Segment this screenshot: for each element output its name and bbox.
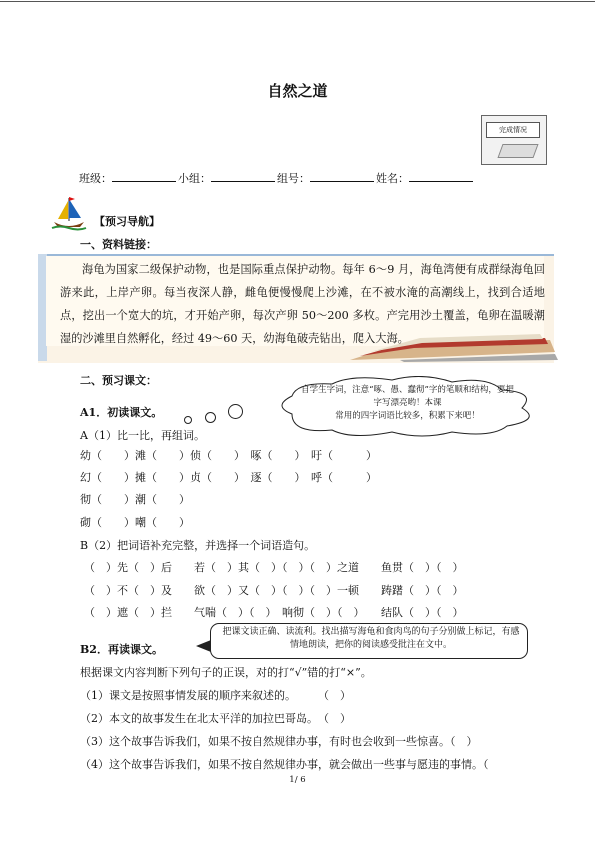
class-info-row [79,170,475,186]
fill-instruction: B（2）把词语补充完整，并选择一个词语造句。 [80,539,316,552]
thought-bubble-small [184,416,192,424]
class-label: 班级： [79,172,112,185]
stamp-label: 完成情况 [486,122,540,138]
fill-row: （ ）先（ ）后 若（ ）其（ ）（ ）（ ）之道 鱼贯（ ）（ ） [84,561,464,574]
page-number: 1/ 6 [289,775,306,785]
cloud-text [300,384,515,424]
compare-row: 幻（ ）摊（ ）贞（ ） 逐（ ） 呼（ ） [80,471,377,484]
group-blank[interactable] [211,170,275,182]
section1-heading: 一、资料链接： [80,238,157,251]
thought-bubble-large [228,404,243,419]
compare-instruction: A（1）比一比，再组词。 [80,429,205,442]
stamp-fold-icon [497,144,538,158]
group-no-blank[interactable] [310,170,374,182]
compare-row: 幼（ ）滩（ ）侦（ ） 啄（ ） 吁（ ） [80,449,377,462]
section2-heading: 二、预习课文： [80,374,157,387]
fill-row: （ ）不（ ）及 欲（ ）又（ ）（ ）（ ）一顿 踌躇（ ）（ ） [84,584,464,597]
name-blank[interactable] [409,170,473,182]
judge-item: （4）这个故事告诉我们，如果不按自然规律办事，就会做出一些事与愿违的事情。（ [80,758,489,771]
sailboat-icon [50,194,88,232]
reading-tip-text: 把课文读正确、读流利。找出描写海龟和食肉鸟的句子分别做上标记，有感情地朗读，把你的阅读感受批注在文中。 [222,627,520,650]
cloud-text-main: 自学生字词，注意“啄、愚、蠢彻”字的笔顺和结构，要把字写漂亮哟！本课 [301,385,514,408]
judge-item: （2）本文的故事发生在北太平洋的加拉巴哥岛。 （ ） [80,712,351,725]
page-title: 自然之道 [267,82,328,100]
name-label: 姓名： [376,172,409,185]
judge-item: （3）这个故事告诉我们，如果不按自然规律办事，有时也会收到一些惊喜。（ ） [80,735,478,748]
a1-heading: A1．初读课文。 [80,406,163,419]
fill-row: （ ）遮（ ）拦 气喘（ ）（ ） 响彻（ ）（ ） 结队（ ）（ ） [84,606,464,619]
class-blank[interactable] [112,170,176,182]
group-no-label: 组号： [277,172,310,185]
judge-instruction: 根据课文内容判断下列句子的正误，对的打“√”错的打“×”。 [80,666,372,679]
top-rule [0,1,595,2]
info-text: 海龟为国家二级保护动物，也是国际重点保护动物。每年 6～9 月，海龟湾便有成群绿海龟回游来此，上岸产卵。每当夜深人静，雌龟便慢慢爬上沙滩，在不被水淹的高潮线上，找到合适地点，挖出一个宽大的坑，才开始产卵，每次产卵 50～200 多枚。产完用沙土覆盖，龟卵在温暖潮湿的沙滩里自然孵化，经过 49～60 天，幼海龟破壳钻出，爬入大海。 [60,263,545,345]
compare-row: 砌（ ）嘲（ ） [80,516,190,529]
b2-heading: B2．再读课文。 [80,643,163,656]
completion-stamp [481,115,547,165]
group-label: 小组： [178,172,211,185]
compare-row: 彻（ ）潮（ ） [80,493,190,506]
judge-item: （1）课文是按照事情发展的顺序来叙述的。 （ ） [80,689,351,702]
callout-pointer [196,640,211,652]
cloud-text-partial: 常用的四字词语比较多，积累下来吧！ [335,411,480,421]
preview-nav-heading: 【预习导航】 [94,215,160,228]
thought-bubble-medium [205,412,216,423]
